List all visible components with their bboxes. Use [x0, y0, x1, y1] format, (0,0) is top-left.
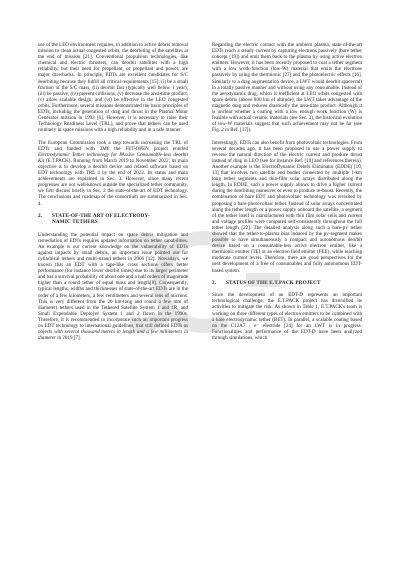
section-2-number: 2.: [38, 212, 43, 219]
section-2-paragraph-1: [38, 232, 188, 342]
section-2-title-line-2: NAMIC TETHERS: [52, 219, 98, 226]
section-2-p1-text-b: in 2019 [7].: [55, 335, 81, 342]
intro-p2-text-a: The European Commission took a step towards increasing the TRL of EDTs and funded with 3M€ the FET-OPEN project entitled: [38, 139, 188, 152]
intro-paragraph-1: use of the LEO environment requires, in addition to active debris removal mission to clean actual congested orbits, the deorbiting of the satellites at the end of mission [21]. Conventional propulsion technologies, like chemical and electric thrusters, can deorbit satellites with a high reliability, but their need for propellant, or propellant and power, are major drawbacks. In principle, EDTs are excellent candidates for S/C deorbiting because they fulfill all critical requirements [15]: (i) be a small fraction of the S/C mass, (ii) deorbit fast (typically well below 1 year), (iii) be passive, (iv) prevent collisions, (v) decrease the area-time product, (v) allow scalable design, and (vi) be effective in the LEO congested orbits. Furthermore, several missions demonstrated the basic principles of EDTs, including the generation of drag and thrust in the Plasma Motor Generator mission in 1993 [6]. However, it is necessary to raise their Technology Readiness Level (TRL), and prove that tethers can be used routinely in space missions with a high reliability and in a safe manner.: [38, 42, 188, 134]
left-column: [38, 42, 188, 348]
section-2-title-line-1: STATE-OF-THE ART OF ELECTRODY-: [52, 212, 150, 219]
section-2-p1-text-a: Understanding the potential impact on space debris mitigation and remediation of EDTs requires updated information on tether capabilities. An example is our current knowledge on the vulnerability of EDTs against impacts by small debris, an important issue pointed out for cylindrical tethers and multi-strand tethers in 2006 [12]. Nowadays, we known that an EDT with a tape-like cross sections offers better performance (for instance lower deorbit times) due to its larger perimeter and has a survival probability of about one and a half orders of magnitude higher than a round tether of equal mass and length[8]. Consequently, typical lengths, widths and thicknesses of state-of-the-art EDTs are in the order of a few kilometers, a few centimeters and several tens of microns. This is very different from the 20 km-long and round a few mm of diameter) tethers used in the Tethered Satellite System 1 and 1R, and Small Expendable Deployer System 1 and 2 flown in the 1990s. Therefore, it is recommended to incorporate such an important progress on EDT technology to international guidelines, that still defined EDTs as objects: [38, 231, 188, 336]
section-2-paragraph-2: Regarding the electric contact with the ambient plasma, state-of-the-art EDTs reach a steady current by capturing electrons passively (bare tether concept [19]) and emit them back to the plasma by using active electron emitters. However, it has been recently proposed to coat a tether segment with a low work-function (low-W) material that emits the electrons passively by using the thermionic [27] and the photoelectric effects [16]. Similarly to a drag augmentation device, a LWT would deorbit spacecraft in a totally passive manner and without using any consumable. Instead of the aerodynamic drag, which is inefficient at LEO orbits congested with space debris (above 800 km of altitude), the LWT takes advantage of the magnetic drag and reduces drastically the area-time product. Although it is unclear whether a coating with a low enough work function (W) is feasible with actual ceramic materials (see Sec. 3), the historical evolution of low-W materials suggest that such achievement may not be far (see Fig. 2 in Ref. [17]).: [212, 42, 362, 134]
section-2-heading: [38, 213, 188, 226]
section-3-number: 3.: [212, 279, 217, 286]
project-title-italic: Electrodynamic Tether technology for PAssive Consumable-less deorbit Kit: [38, 151, 188, 164]
right-column: [212, 42, 362, 347]
intro-paragraph-2: [38, 140, 188, 207]
section-3-title: STATUS OF THE E.T.PACK PROJECT: [226, 279, 321, 286]
section-3-heading: [212, 280, 362, 286]
section-3-paragraph-1: Since the development of an EDT-D represents an important technological challenge, the E.T.PACK project has diversified its activities to mitigate the risk. As shown in Table 1, E.T.PACK's team is working on three different types of electron emitters to be combined with a bare electrodynamic tether (BET). In parallel, a scalable coating based on the C12A7 : e⁻ electride [24] for an LWT is in progress. Functionalities and performance of the EDT-D have been analyzed through simulations, which: [212, 292, 362, 341]
section-2-paragraph-3: Interestingly, EDTs can also benefit from photovoltaic technologies. From several decades ago, it has been proposed to use a power supply to reverse the natural direction of the electric current and produce thrust instead of drag in LEO (see for instance Ref. [19] and references therein). Another example is the ElectroDynamic Debris Eliminator (EDDE) [10, 13] that involves two satellite end bodies connected by multiple 1-km long tether segments and thin-film solar arrays distributed along the length. In EDDE, such a power supply allows to drive a higher current during the deorbiting maneuver or even to produce re-boost. Recently, the combination of bare EDT and photovoltaic technology was revisited by proposing a bare-photovoltaic tether. Instead of solar arrays concentrated along the tether length or a power supply onboard the satellite, a segment of the tether itself is manufactured with thin film solar cells and current and voltage profiles were computed self-consistently throughout the full tether length [22]. The detailed analysis along such a bare-pv tether showed that the tether-to-plasma bias induced by the pv-segment makes possible to have simultaneously a compact and autonomous deorbit device based on a consumable-less active electron emitter, like a thermionic emitter (TE) or an electron field emitter (FEE), while reaching moderate current levels. Therefore, there are good perspectives for the next development of a free of consumables and fully autonomous EDT-based system.: [212, 139, 362, 274]
intro-p2-text-b: (E.T.PACK). Running from March 2019 to November 2022, its main objective is to develop a deorbit device and related software based on EDT technology with TRL 4 by the end of 2022. Its status and main achievements are explained in Sec. 3. However, since many recent progresses are not well-known outside the specialized tether community, we first discuss briefly in Sec. 2 the state-of-the-art of EDT technology. The conclusions and roadmap of the consortium are summarized in Sec. 4.: [38, 157, 188, 207]
section-2-p1-italic: with several thousand meters in length and a few millimeters in diameter: [38, 329, 189, 342]
